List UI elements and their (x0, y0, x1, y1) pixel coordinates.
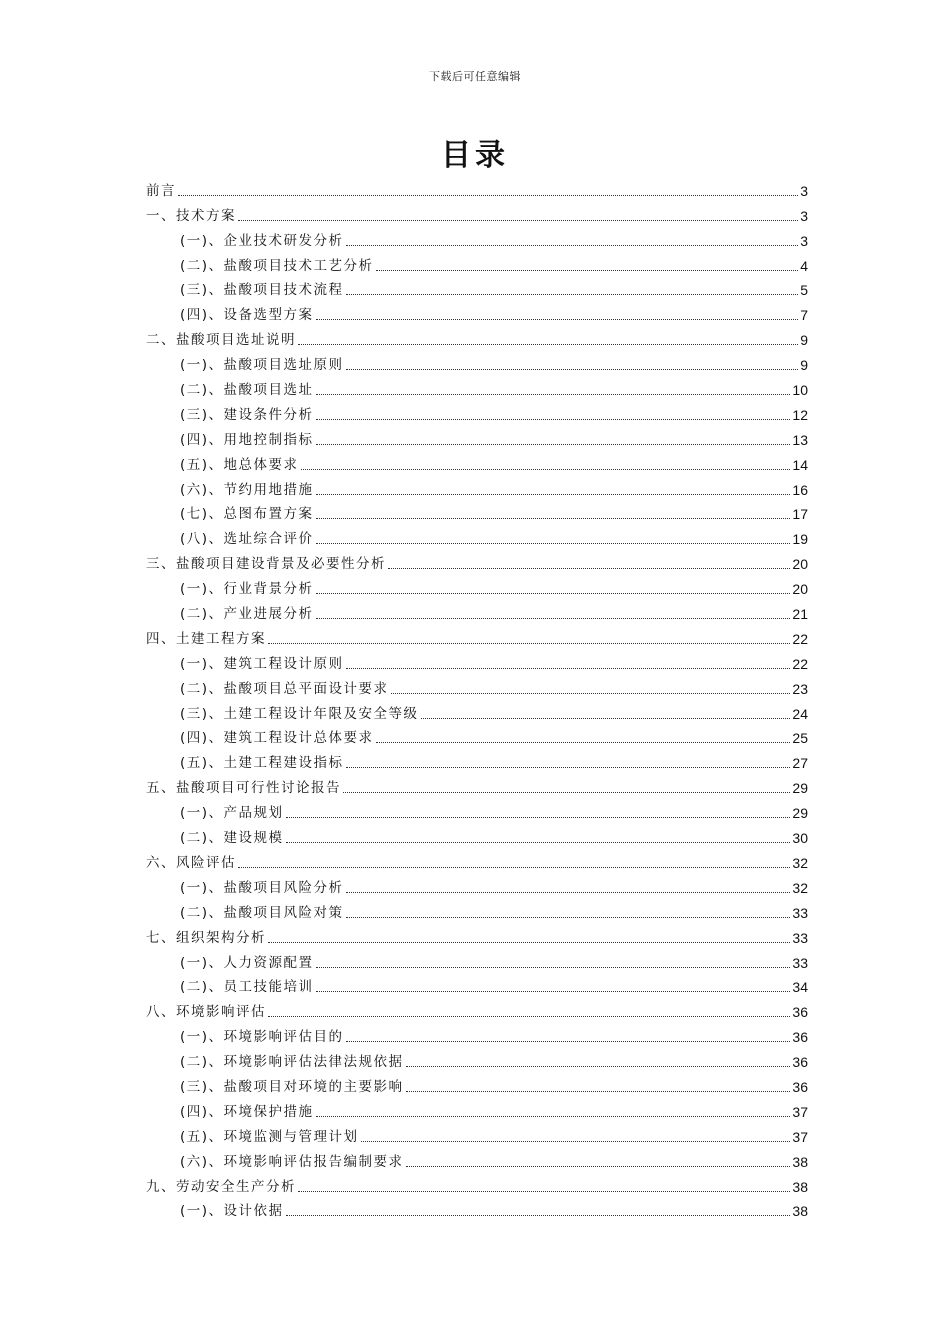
toc-page-number: 33 (792, 929, 808, 946)
toc-page-number: 36 (792, 1004, 808, 1021)
toc-entry[interactable] (146, 923, 808, 948)
toc-entry-label: (二)、员工技能培训 (180, 979, 314, 996)
toc-page-number: 14 (792, 456, 808, 473)
toc-dot-leader (391, 692, 791, 694)
toc-entry-label: (八)、选址综合评价 (180, 531, 314, 548)
toc-entry[interactable] (146, 574, 808, 599)
toc-dot-leader (298, 343, 798, 345)
toc-entry-label: 四、土建工程方案 (146, 630, 266, 647)
toc-dot-leader (286, 1214, 791, 1216)
toc-entry[interactable] (146, 997, 808, 1022)
toc-entry-label: (一)、人力资源配置 (180, 954, 314, 971)
toc-entry[interactable] (146, 1147, 808, 1172)
toc-entry[interactable] (146, 624, 808, 649)
toc-entry[interactable] (146, 948, 808, 973)
toc-entry[interactable] (146, 973, 808, 998)
toc-dot-leader (346, 916, 791, 918)
toc-entry-label: (二)、环境影响评估法律法规依据 (180, 1054, 404, 1071)
toc-dot-leader (268, 1015, 790, 1017)
toc-dot-leader (406, 1165, 791, 1167)
toc-entry[interactable] (146, 375, 808, 400)
toc-entry-label: (三)、建设条件分析 (180, 406, 314, 423)
toc-page-number: 7 (800, 307, 808, 324)
toc-entry-label: (三)、盐酸项目技术流程 (180, 282, 344, 299)
toc-dot-leader (361, 1140, 791, 1142)
toc-page-number: 16 (792, 481, 808, 498)
toc-entry[interactable] (146, 1097, 808, 1122)
toc-dot-leader (346, 293, 799, 295)
toc-entry[interactable] (146, 176, 808, 201)
toc-page-number: 9 (800, 332, 808, 349)
toc-entry[interactable] (146, 524, 808, 549)
toc-dot-leader (316, 393, 791, 395)
toc-dot-leader (346, 667, 791, 669)
toc-page-number: 3 (800, 182, 808, 199)
toc-entry[interactable] (146, 549, 808, 574)
toc-dot-leader (376, 741, 791, 743)
toc-entry[interactable] (146, 674, 808, 699)
toc-entry[interactable] (146, 276, 808, 301)
toc-entry-label: (一)、行业背景分析 (180, 581, 314, 598)
toc-entry[interactable] (146, 1047, 808, 1072)
toc-dot-leader (316, 542, 791, 544)
toc-entry[interactable] (146, 798, 808, 823)
toc-entry[interactable] (146, 400, 808, 425)
toc-page-number: 29 (792, 780, 808, 797)
page-title: 目录 (441, 138, 509, 173)
toc-entry[interactable] (146, 699, 808, 724)
toc-entry[interactable] (146, 300, 808, 325)
toc-entry-label: 三、盐酸项目建设背景及必要性分析 (146, 556, 386, 573)
toc-page-number: 33 (792, 904, 808, 921)
toc-entry-label: 一、技术方案 (146, 207, 236, 224)
toc-page-number: 38 (792, 1203, 808, 1220)
toc-entry-label: (一)、盐酸项目风险分析 (180, 879, 344, 896)
toc-dot-leader (268, 941, 790, 943)
toc-entry-label: 九、劳动安全生产分析 (146, 1178, 296, 1195)
toc-entry-label: (二)、盐酸项目选址 (180, 382, 314, 399)
toc-dot-leader (346, 1040, 791, 1042)
toc-entry-label: (一)、设计依据 (180, 1203, 284, 1220)
toc-dot-leader (376, 269, 799, 271)
toc-page-number: 38 (792, 1178, 808, 1195)
toc-entry-label: (三)、盐酸项目对环境的主要影响 (180, 1078, 404, 1095)
toc-entry[interactable] (146, 1022, 808, 1047)
toc-page-number: 12 (792, 406, 808, 423)
toc-entry[interactable] (146, 724, 808, 749)
toc-dot-leader (316, 592, 791, 594)
toc-page-number: 24 (792, 705, 808, 722)
toc-page-number: 25 (792, 730, 808, 747)
toc-dot-leader (346, 368, 799, 370)
toc-entry-label: (一)、环境影响评估目的 (180, 1029, 344, 1046)
toc-entry-label: (二)、盐酸项目总平面设计要求 (180, 680, 389, 697)
toc-page-number: 19 (792, 531, 808, 548)
toc-page-number: 30 (792, 830, 808, 847)
toc-page-number: 13 (792, 431, 808, 448)
toc-entry[interactable] (146, 450, 808, 475)
toc-entry[interactable] (146, 823, 808, 848)
toc-dot-leader (406, 1065, 791, 1067)
toc-page-number: 9 (800, 357, 808, 374)
toc-page-number: 20 (792, 581, 808, 598)
toc-dot-leader (316, 443, 791, 445)
toc-page-number: 37 (792, 1128, 808, 1145)
toc-entry[interactable] (146, 748, 808, 773)
toc-dot-leader (421, 717, 791, 719)
page-header-note: 下载后可任意编辑 (429, 70, 521, 83)
toc-entry-label: (二)、产业进展分析 (180, 606, 314, 623)
toc-dot-leader (316, 990, 791, 992)
toc-entry[interactable] (146, 1072, 808, 1097)
toc-entry[interactable] (146, 500, 808, 525)
toc-entry-label: 六、风险评估 (146, 854, 236, 871)
toc-dot-leader (301, 468, 791, 470)
toc-entry-label: (四)、设备选型方案 (180, 307, 314, 324)
toc-dot-leader (268, 642, 790, 644)
toc-page-number: 10 (792, 382, 808, 399)
toc-dot-leader (316, 517, 791, 519)
toc-entry-label: (六)、环境影响评估报告编制要求 (180, 1153, 404, 1170)
toc-entry[interactable] (146, 1197, 808, 1222)
toc-page-number: 36 (792, 1054, 808, 1071)
toc-entry-label: 二、盐酸项目选址说明 (146, 332, 296, 349)
toc-entry-label: 七、组织架构分析 (146, 929, 266, 946)
toc-page-number: 33 (792, 954, 808, 971)
toc-entry[interactable] (146, 251, 808, 276)
toc-entry-label: (一)、盐酸项目选址原则 (180, 357, 344, 374)
toc-entry[interactable] (146, 201, 808, 226)
toc-dot-leader (346, 244, 799, 246)
toc-entry[interactable] (146, 1172, 808, 1197)
toc-entry[interactable] (146, 1122, 808, 1147)
toc-dot-leader (316, 966, 791, 968)
toc-dot-leader (316, 617, 791, 619)
toc-entry[interactable] (146, 848, 808, 873)
toc-page-number: 32 (792, 879, 808, 896)
toc-page-number: 3 (800, 207, 808, 224)
toc-page-number: 36 (792, 1078, 808, 1095)
toc-entry-label: 前言 (146, 182, 176, 199)
table-of-contents (146, 176, 808, 1221)
toc-dot-leader (298, 1190, 790, 1192)
toc-entry[interactable] (146, 475, 808, 500)
toc-entry-label: (五)、地总体要求 (180, 456, 299, 473)
toc-dot-leader (238, 219, 798, 221)
toc-page-number: 34 (792, 979, 808, 996)
toc-page-number: 4 (800, 257, 808, 274)
toc-entry[interactable] (146, 898, 808, 923)
toc-dot-leader (346, 766, 791, 768)
toc-page-number: 29 (792, 805, 808, 822)
toc-dot-leader (388, 567, 790, 569)
toc-page-number: 36 (792, 1029, 808, 1046)
toc-dot-leader (178, 194, 798, 196)
toc-dot-leader (286, 816, 791, 818)
toc-dot-leader (238, 866, 790, 868)
toc-dot-leader (346, 891, 791, 893)
toc-entry-label: (七)、总图布置方案 (180, 506, 314, 523)
toc-dot-leader (316, 418, 791, 420)
toc-entry[interactable] (146, 649, 808, 674)
toc-entry[interactable] (146, 325, 808, 350)
toc-page-number: 37 (792, 1103, 808, 1120)
toc-entry-label: (二)、盐酸项目技术工艺分析 (180, 257, 374, 274)
toc-page-number: 32 (792, 854, 808, 871)
toc-entry[interactable] (146, 226, 808, 251)
toc-entry-label: (二)、建设规模 (180, 830, 284, 847)
toc-entry[interactable] (146, 773, 808, 798)
toc-page-number: 38 (792, 1153, 808, 1170)
toc-entry-label: (一)、企业技术研发分析 (180, 232, 344, 249)
toc-entry-label: (三)、土建工程设计年限及安全等级 (180, 705, 419, 722)
toc-page-number: 3 (800, 232, 808, 249)
toc-entry-label: (五)、环境监测与管理计划 (180, 1128, 359, 1145)
toc-page-number: 17 (792, 506, 808, 523)
toc-entry-label: (一)、建筑工程设计原则 (180, 655, 344, 672)
toc-entry[interactable] (146, 599, 808, 624)
toc-page-number: 27 (792, 755, 808, 772)
toc-entry[interactable] (146, 350, 808, 375)
toc-entry[interactable] (146, 873, 808, 898)
toc-entry-label: (六)、节约用地措施 (180, 481, 314, 498)
toc-entry-label: (二)、盐酸项目风险对策 (180, 904, 344, 921)
toc-entry-label: 五、盐酸项目可行性讨论报告 (146, 780, 341, 797)
toc-dot-leader (316, 1115, 791, 1117)
toc-entry-label: (四)、建筑工程设计总体要求 (180, 730, 374, 747)
toc-entry-label: (四)、用地控制指标 (180, 431, 314, 448)
toc-page-number: 21 (792, 606, 808, 623)
toc-entry[interactable] (146, 425, 808, 450)
toc-entry-label: 八、环境影响评估 (146, 1004, 266, 1021)
toc-page-number: 22 (792, 630, 808, 647)
toc-dot-leader (286, 841, 791, 843)
toc-page-number: 5 (800, 282, 808, 299)
toc-entry-label: (四)、环境保护措施 (180, 1103, 314, 1120)
toc-entry-label: (五)、土建工程建设指标 (180, 755, 344, 772)
toc-dot-leader (406, 1090, 791, 1092)
toc-page-number: 23 (792, 680, 808, 697)
toc-dot-leader (316, 493, 791, 495)
toc-page-number: 20 (792, 556, 808, 573)
toc-page-number: 22 (792, 655, 808, 672)
toc-entry-label: (一)、产品规划 (180, 805, 284, 822)
toc-dot-leader (343, 791, 790, 793)
toc-dot-leader (316, 318, 799, 320)
